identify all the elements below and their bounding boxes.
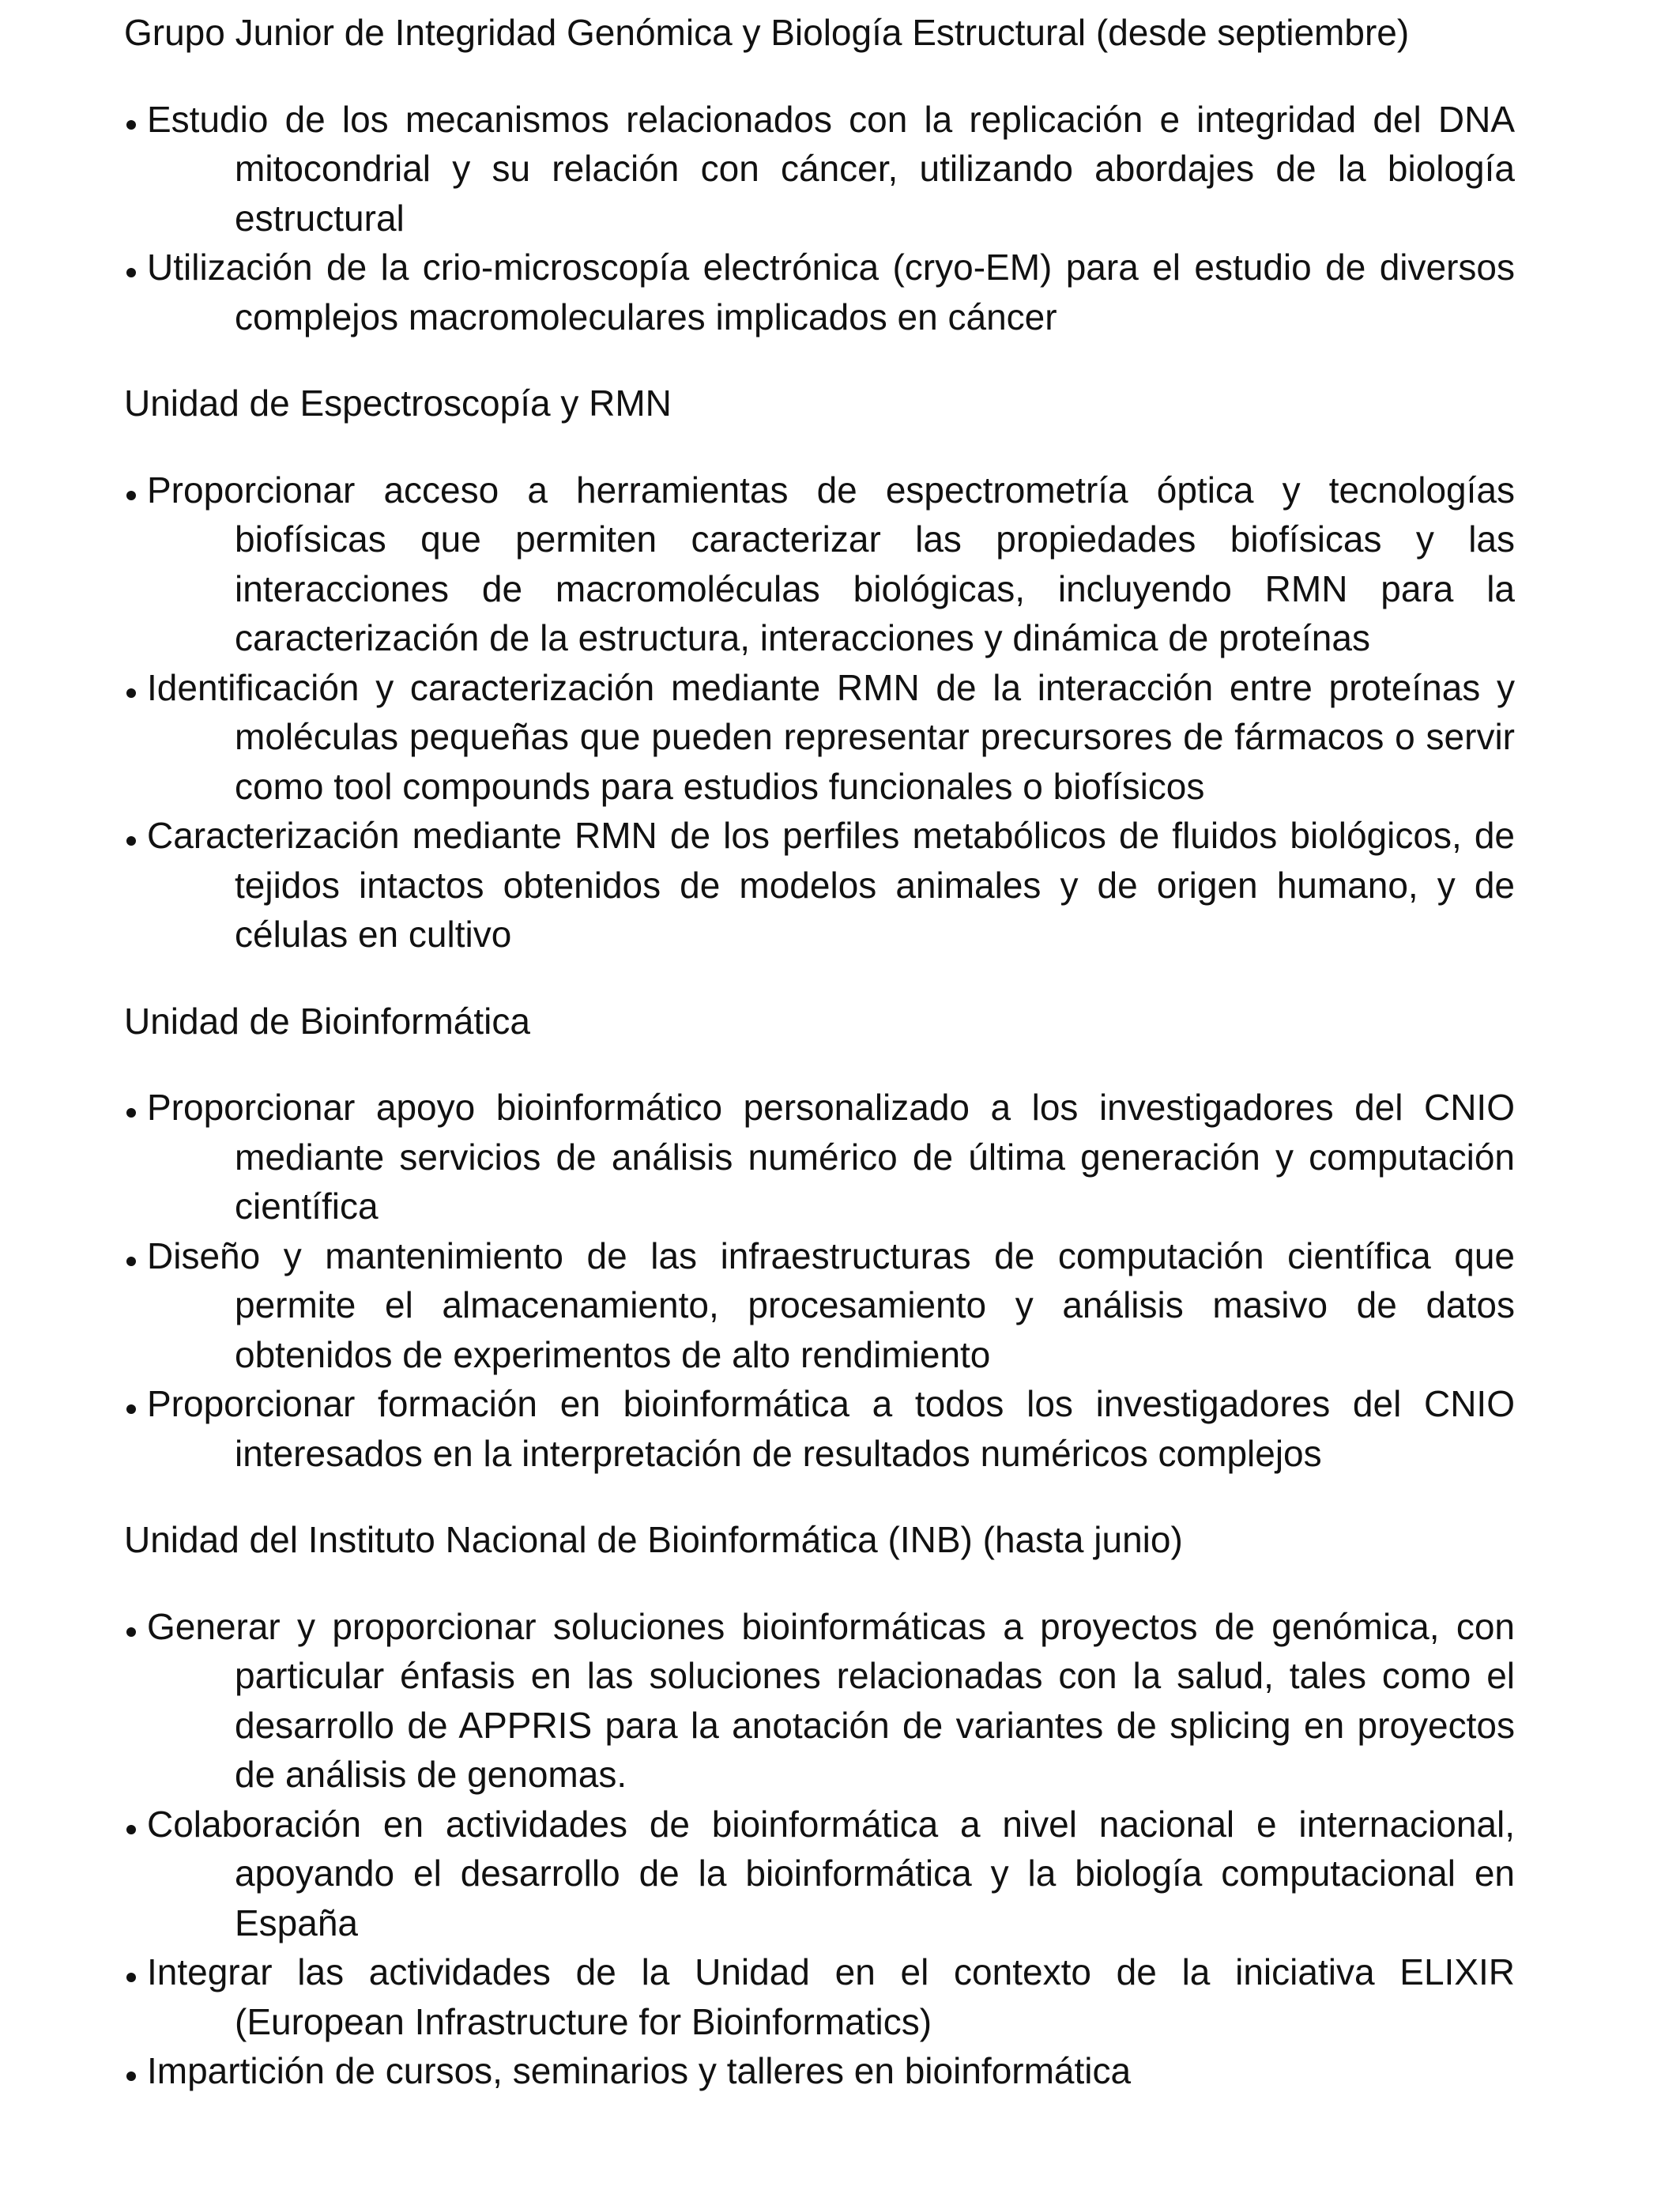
list-item-text: Integrar las actividades de la Unidad en el contexto de la iniciativa ELIXIR (European Infrastructure for Bioinformatics) — [147, 1951, 1515, 2042]
list-item-text: Utilización de la crio-microscopía electrónica (cryo-EM) para el estudio de diversos complejos macromoleculares implicados en cáncer — [147, 247, 1515, 337]
section-inb — [124, 1515, 1515, 2096]
list-item-text: Identificación y caracterización mediante RMN de la interacción entre proteínas y moléculas pequeñas que pueden representar precursores de fármacos o servir como tool compounds para estudios funcionales o biofísicos — [147, 666, 1515, 807]
list-item — [124, 1602, 1515, 1800]
bullet-list — [124, 1602, 1515, 2096]
list-item — [124, 811, 1515, 959]
list-item — [124, 2046, 1515, 2096]
list-item — [124, 1947, 1515, 2046]
list-item — [124, 466, 1515, 663]
section-heading: Unidad del Instituto Nacional de Bioinformática (INB) (hasta junio) — [124, 1519, 1183, 1560]
section-bioinformatics — [124, 997, 1515, 1479]
list-item — [124, 95, 1515, 243]
list-item-text: Diseño y mantenimiento de las infraestructuras de computación científica que permite el almacenamiento, procesamiento y análisis masivo de datos obtenidos de experimentos de alto rendimiento — [147, 1235, 1515, 1375]
section-heading: Grupo Junior de Integridad Genómica y Biología Estructural (desde septiembre) — [124, 12, 1410, 53]
section-heading: Unidad de Bioinformática — [124, 1000, 530, 1042]
list-item — [124, 1083, 1515, 1231]
list-item — [124, 243, 1515, 341]
list-item-text: Proporcionar apoyo bioinformático personalizado a los investigadores del CNIO mediante servicios de análisis numérico de última generación y computación científica — [147, 1087, 1515, 1227]
bullet-list — [124, 1083, 1515, 1478]
list-item — [124, 1231, 1515, 1380]
list-item-text: Proporcionar acceso a herramientas de espectrometría óptica y tecnologías biofísicas que permiten caracterizar las propiedades biofísicas y las interacciones de macromoléculas biológicas, incluyendo RMN para la caracterización de la estructura, interacciones y dinámica de proteínas — [147, 469, 1515, 658]
section-spectroscopy-nmr — [124, 379, 1515, 959]
list-item-text: Proporcionar formación en bioinformática a todos los investigadores del CNIO interesados en la interpretación de resultados numéricos complejos — [147, 1383, 1515, 1474]
document-page — [124, 8, 1515, 2133]
list-item — [124, 1379, 1515, 1478]
bullet-list — [124, 466, 1515, 959]
list-item-text: Caracterización mediante RMN de los perfiles metabólicos de fluidos biológicos, de tejidos intactos obtenidos de modelos animales y de origen humano, y de células en cultivo — [147, 815, 1515, 955]
list-item-text: Estudio de los mecanismos relacionados con la replicación e integridad del DNA mitocondrial y su relación con cáncer, utilizando abordajes de la biología estructural — [147, 98, 1515, 239]
list-item — [124, 663, 1515, 812]
section-genomic-integrity — [124, 8, 1515, 341]
bullet-list — [124, 95, 1515, 342]
section-heading: Unidad de Espectroscopía y RMN — [124, 383, 672, 424]
list-item-text: Generar y proporcionar soluciones bioinformáticas a proyectos de genómica, con particular énfasis en las soluciones relacionadas con la salud, tales como el desarrollo de APPRIS para la anotación de variantes de splicing en proyectos de análisis de genomas. — [147, 1605, 1515, 1795]
list-item-text: Impartición de cursos, seminarios y talleres en bioinformática — [147, 2050, 1132, 2091]
list-item — [124, 1800, 1515, 1948]
list-item-text: Colaboración en actividades de bioinformática a nivel nacional e internacional, apoyando el desarrollo de la bioinformática y la biología computacional en España — [147, 1803, 1515, 1943]
